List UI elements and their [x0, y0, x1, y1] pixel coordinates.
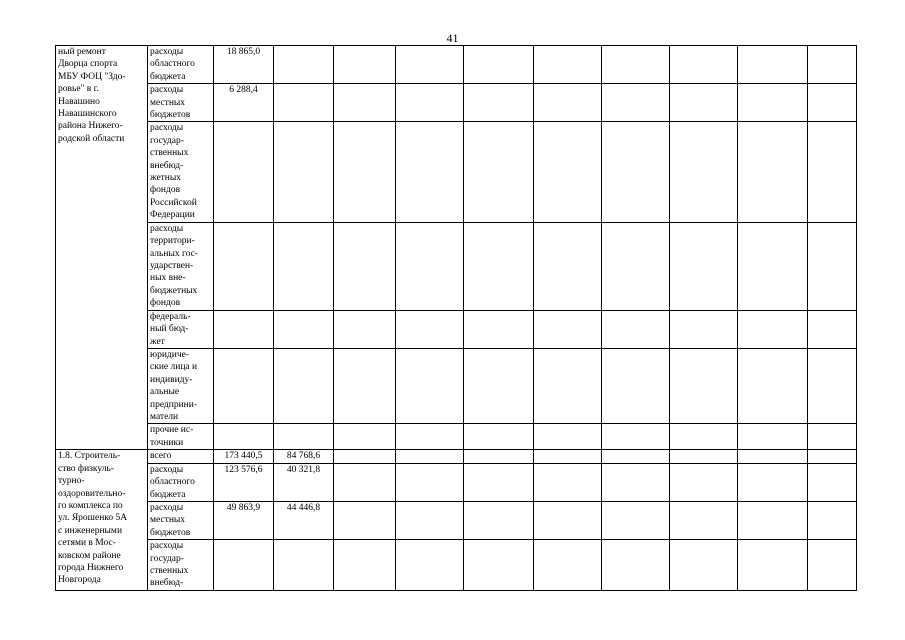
- empty-cell: [464, 122, 534, 222]
- value-cell: 40 321,8: [274, 463, 334, 501]
- empty-cell: [670, 222, 738, 310]
- empty-cell: [602, 540, 670, 591]
- empty-cell: [534, 540, 602, 591]
- value-cell: 44 446,8: [274, 501, 334, 539]
- empty-cell: [464, 46, 534, 84]
- empty-cell: [738, 46, 808, 84]
- empty-cell: [670, 450, 738, 463]
- empty-cell: [534, 463, 602, 501]
- value-cell: 123 576,6: [214, 463, 274, 501]
- empty-cell: [808, 424, 857, 450]
- table-row: [56, 84, 857, 122]
- project-name-cell: [56, 450, 148, 590]
- empty-cell: [602, 46, 670, 84]
- value-cell: [214, 122, 274, 222]
- empty-cell: [464, 501, 534, 539]
- empty-cell: [602, 450, 670, 463]
- value-cell: [274, 84, 334, 122]
- empty-cell: [808, 463, 857, 501]
- table-row: [56, 122, 857, 222]
- empty-cell: [670, 501, 738, 539]
- empty-cell: [738, 348, 808, 423]
- empty-cell: [464, 540, 534, 591]
- value-cell: [274, 122, 334, 222]
- empty-cell: [808, 222, 857, 310]
- empty-cell: [738, 84, 808, 122]
- empty-cell: [670, 310, 738, 348]
- source-name: расходы областного бюджета: [150, 464, 195, 500]
- table-row: [56, 348, 857, 423]
- source-name: расходы областного бюджета: [150, 47, 195, 82]
- empty-cell: [464, 450, 534, 463]
- empty-cell: [334, 84, 396, 122]
- value-cell: [274, 310, 334, 348]
- value-cell: 6 288,4: [214, 84, 274, 122]
- source-name: расходы местных бюджетов: [150, 502, 191, 538]
- empty-cell: [396, 46, 464, 84]
- empty-cell: [670, 84, 738, 122]
- empty-cell: [808, 540, 857, 591]
- empty-cell: [602, 122, 670, 222]
- empty-cell: [602, 310, 670, 348]
- empty-cell: [334, 122, 396, 222]
- source-cell: [148, 450, 214, 463]
- empty-cell: [602, 424, 670, 450]
- empty-cell: [334, 540, 396, 591]
- source-name: расходы государ- ственных внебюд-: [150, 541, 189, 589]
- empty-cell: [464, 348, 534, 423]
- empty-cell: [334, 424, 396, 450]
- empty-cell: [464, 424, 534, 450]
- empty-cell: [334, 348, 396, 423]
- value-cell: [274, 222, 334, 310]
- empty-cell: [602, 501, 670, 539]
- source-cell: [148, 46, 214, 84]
- empty-cell: [534, 424, 602, 450]
- source-cell: [148, 222, 214, 310]
- table-row: [56, 222, 857, 310]
- value-cell: 173 440,5: [214, 450, 274, 463]
- value-cell: 18 865,0: [214, 46, 274, 84]
- budget-table: [55, 45, 857, 591]
- table-row: [56, 46, 857, 84]
- empty-cell: [464, 463, 534, 501]
- empty-cell: [670, 424, 738, 450]
- empty-cell: [738, 310, 808, 348]
- table-row: [56, 463, 857, 501]
- table-row: [56, 310, 857, 348]
- value-cell: [274, 540, 334, 591]
- source-cell: [148, 501, 214, 539]
- empty-cell: [738, 424, 808, 450]
- empty-cell: [396, 310, 464, 348]
- empty-cell: [396, 424, 464, 450]
- empty-cell: [808, 84, 857, 122]
- source-name: расходы государ- ственных внебюд- жетных фондов Российской Федерации: [150, 123, 197, 221]
- page-number: 41: [446, 31, 459, 45]
- empty-cell: [534, 310, 602, 348]
- empty-cell: [396, 463, 464, 501]
- empty-cell: [396, 122, 464, 222]
- source-name: юридиче- ские лица и индивиду- альные предприни- матели: [150, 349, 198, 422]
- value-cell: [214, 424, 274, 450]
- empty-cell: [534, 46, 602, 84]
- value-cell: 84 768,6: [274, 450, 334, 463]
- empty-cell: [534, 450, 602, 463]
- project-name: 1.8. Строитель- ство физкуль- турно- оздоровительно- го комплекса по ул. Ярошенко 5А с инженерными сетями в Мос- ковском районе города Нижнего Новгорода: [58, 451, 128, 586]
- empty-cell: [396, 540, 464, 591]
- table-row: [56, 450, 857, 463]
- source-name: расходы местных бюджетов: [150, 85, 191, 121]
- empty-cell: [534, 122, 602, 222]
- empty-cell: [334, 501, 396, 539]
- value-cell: [214, 540, 274, 591]
- empty-cell: [334, 310, 396, 348]
- empty-cell: [602, 348, 670, 423]
- empty-cell: [334, 450, 396, 463]
- empty-cell: [738, 501, 808, 539]
- empty-cell: [670, 46, 738, 84]
- empty-cell: [464, 84, 534, 122]
- empty-cell: [808, 501, 857, 539]
- empty-cell: [738, 540, 808, 591]
- table-row: [56, 424, 857, 450]
- empty-cell: [464, 222, 534, 310]
- empty-cell: [396, 348, 464, 423]
- empty-cell: [396, 450, 464, 463]
- source-name: расходы территори- альных гос- ударствен- ных вне- бюджетных фондов: [150, 223, 198, 309]
- table-row: [56, 501, 857, 539]
- value-cell: [214, 310, 274, 348]
- source-cell: [148, 348, 214, 423]
- empty-cell: [670, 122, 738, 222]
- empty-cell: [334, 463, 396, 501]
- empty-cell: [534, 222, 602, 310]
- empty-cell: [534, 84, 602, 122]
- empty-cell: [738, 463, 808, 501]
- empty-cell: [738, 222, 808, 310]
- value-cell: [274, 46, 334, 84]
- empty-cell: [670, 348, 738, 423]
- table-row: [56, 540, 857, 591]
- empty-cell: [602, 84, 670, 122]
- source-name: федераль- ный бюд- жет: [150, 311, 191, 347]
- empty-cell: [396, 84, 464, 122]
- empty-cell: [534, 348, 602, 423]
- source-cell: [148, 540, 214, 591]
- value-cell: [274, 424, 334, 450]
- empty-cell: [334, 222, 396, 310]
- empty-cell: [670, 463, 738, 501]
- empty-cell: [808, 450, 857, 463]
- value-cell: 49 863,9: [214, 501, 274, 539]
- empty-cell: [602, 463, 670, 501]
- source-cell: [148, 463, 214, 501]
- empty-cell: [808, 310, 857, 348]
- project-name: ный ремонт Дворца спорта МБУ ФОЦ "Здо- ровье" в г. Навашино Навашинского района Нижего- родской области: [58, 47, 126, 144]
- empty-cell: [808, 348, 857, 423]
- source-cell: [148, 84, 214, 122]
- empty-cell: [464, 310, 534, 348]
- empty-cell: [396, 501, 464, 539]
- empty-cell: [738, 450, 808, 463]
- source-cell: [148, 122, 214, 222]
- value-cell: [214, 348, 274, 423]
- project-name-cell: [56, 46, 148, 450]
- source-name: прочие ис- точники: [150, 425, 194, 448]
- empty-cell: [334, 46, 396, 84]
- value-cell: [214, 222, 274, 310]
- empty-cell: [534, 501, 602, 539]
- empty-cell: [396, 222, 464, 310]
- source-cell: [148, 424, 214, 450]
- source-name: всего: [150, 451, 172, 462]
- empty-cell: [602, 222, 670, 310]
- source-cell: [148, 310, 214, 348]
- empty-cell: [738, 122, 808, 222]
- empty-cell: [808, 46, 857, 84]
- empty-cell: [670, 540, 738, 591]
- value-cell: [274, 348, 334, 423]
- empty-cell: [808, 122, 857, 222]
